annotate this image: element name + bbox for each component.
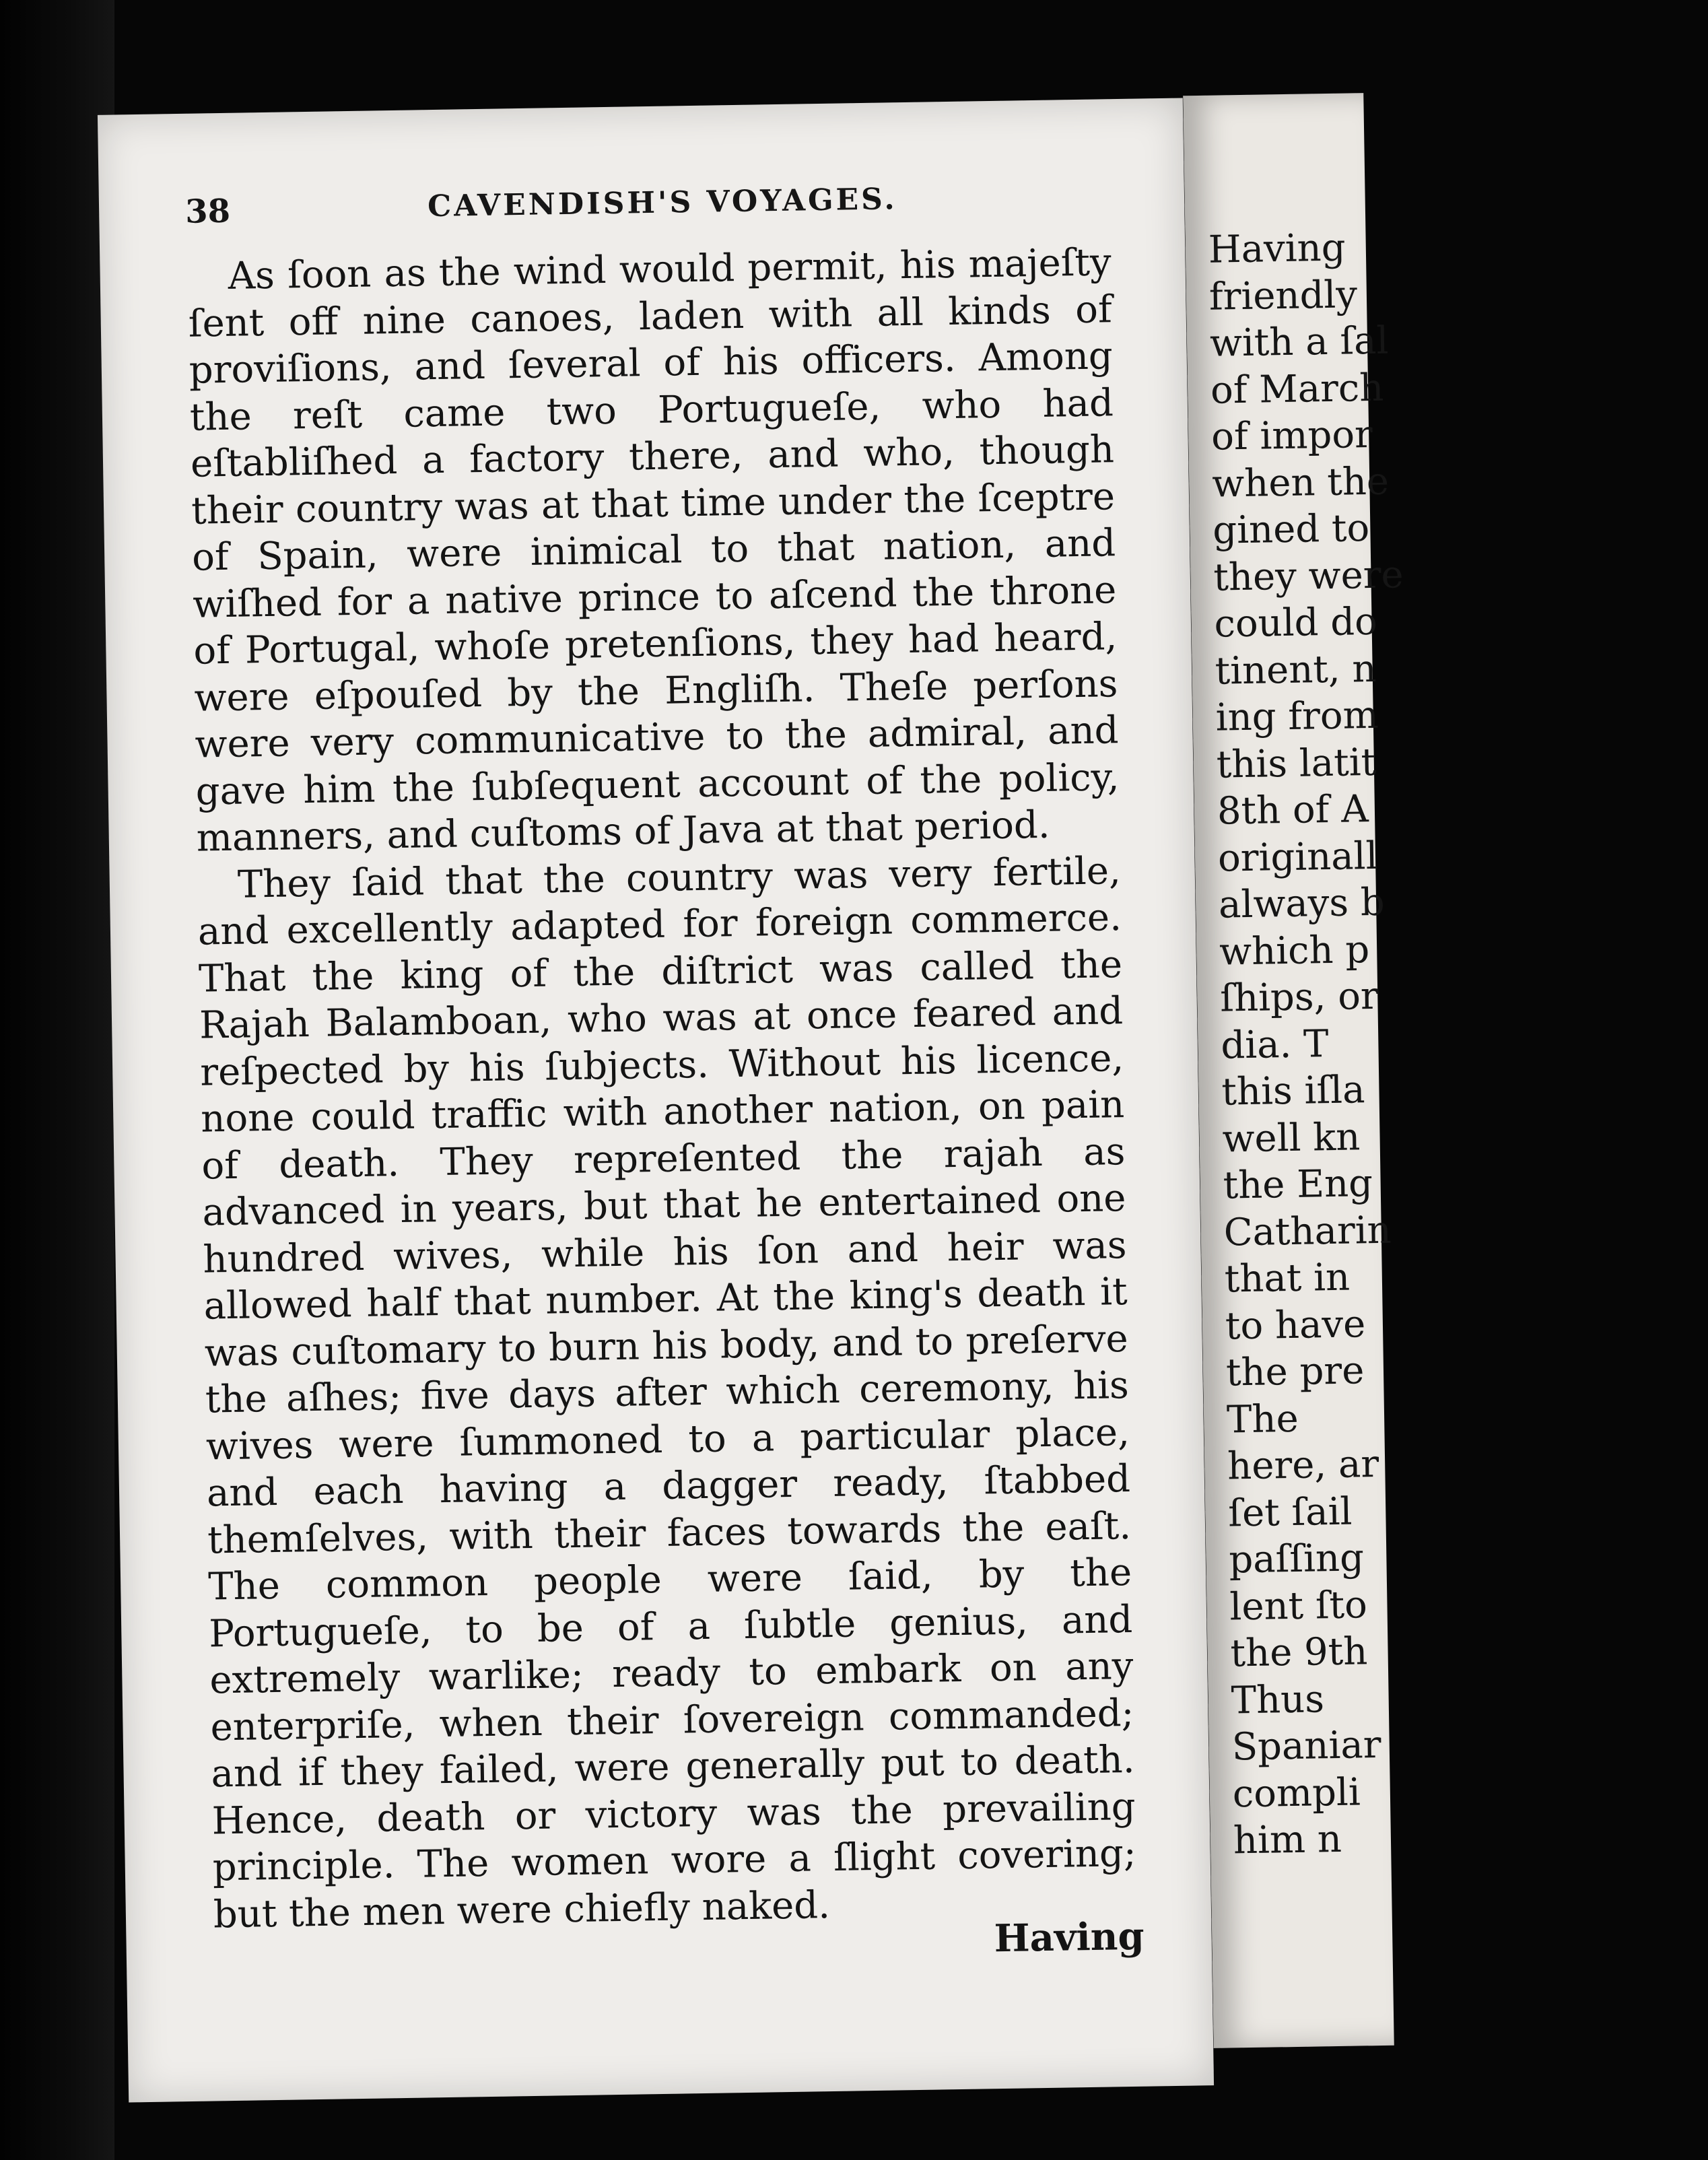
facing-page-line: this latit <box>1216 740 1377 787</box>
catchword: Having <box>994 1914 1145 1961</box>
facing-page-line: The <box>1226 1396 1299 1442</box>
facing-page-line: they were <box>1212 552 1404 600</box>
facing-page-line: of impor <box>1210 412 1373 459</box>
facing-page-line: this iſla <box>1221 1068 1365 1114</box>
facing-page-line: when the <box>1211 459 1390 506</box>
facing-page-line: the pre <box>1225 1349 1365 1395</box>
facing-page-line: him n <box>1233 1817 1342 1863</box>
facing-page-line: 8th of A <box>1217 787 1369 834</box>
facing-page-line: with a ſal <box>1209 318 1389 366</box>
facing-page-fragment <box>1183 93 1404 2048</box>
facing-page-line: friendly <box>1208 272 1358 319</box>
facing-page-line: Thus <box>1231 1677 1325 1722</box>
facing-page-line: gined to <box>1212 506 1370 553</box>
facing-page-line: ing from <box>1215 693 1379 740</box>
page-number: 38 <box>184 192 231 231</box>
facing-page-line: that in <box>1224 1255 1351 1302</box>
paragraph-2: They ſaid that the country was very fertile, and excellently adapted for foreign commerce. That the king of the diſtrict was called the Rajah Balamboan, who was at once feared and reſpected by his ſubjects. Without his licence, none could traffic with another nation, on pain of death. They repreſented the rajah as advanced in years, but that he entertained one hundred wives, while his ſon and heir was allowed half that number. At the king's death it was cuſtomary to burn his body, and to preſerve the aſhes; five days after which ceremony, his wives were ſummoned to a particular place, and each having a dagger ready, ſtabbed themſelves, with their faces towards the eaſt. The common people were ſaid, by the Portugueſe, to be of a ſubtle genius, and extremely warlike; ready to embark on any enterpriſe, when their ſovereign commanded; and if they failed, were generally put to death. Hence, death or victory was the prevailing principle. The women wore a ſlight covering; but the men were chiefly naked. <box>197 848 1137 1936</box>
facing-page-lines <box>1208 220 1705 1864</box>
facing-page-line: here, ar <box>1227 1442 1379 1489</box>
running-head: CAVENDISH'S VOYAGES. <box>427 182 898 224</box>
facing-page-line: paſſing <box>1228 1536 1365 1582</box>
body-text <box>187 239 1137 1938</box>
facing-page-line: Spaniar <box>1231 1722 1381 1769</box>
facing-page-line: originall <box>1217 834 1378 881</box>
facing-page-line: lent ſto <box>1229 1582 1368 1629</box>
facing-page-line: to have <box>1225 1302 1366 1349</box>
facing-page-line: Having <box>1208 226 1346 272</box>
facing-page-line: always b <box>1218 880 1386 927</box>
facing-page-line: ſet ſail <box>1227 1489 1353 1535</box>
facing-page-line: compli <box>1232 1769 1361 1816</box>
facing-page-line: of March <box>1210 366 1384 413</box>
facing-page-line: dia. T <box>1220 1021 1329 1068</box>
facing-page-line: the Eng <box>1223 1161 1373 1208</box>
facing-page-line: well kn <box>1222 1114 1361 1161</box>
facing-page-line: Catharin <box>1223 1208 1392 1255</box>
facing-page-line: ſhips, or <box>1219 974 1379 1021</box>
paragraph-1: As ſoon as the wind would permit, his majeſty ſent off nine canoes, laden with all kinds of proviſions, and ſeveral of his officers. Among the reſt came two Portugueſe, who had eſtabliſhed a factory there, and who, though their country was at that time under the ſceptre of Spain, were inimical to that nation, and wiſhed for a native prince to aſcend the throne of Portugal, whoſe pretenſions, they had heard, were eſpouſed by the Engliſh. Theſe perſons were very communicative to the admiral, and gave him the ſubſequent account of the policy, manners, and cuſtoms of Java at that period. <box>188 240 1120 860</box>
book-page <box>98 98 1214 2103</box>
left-binding-shadow <box>0 0 114 2160</box>
facing-page-line: could do <box>1214 599 1378 646</box>
facing-page-line: the 9th <box>1230 1629 1368 1676</box>
facing-page-line: tinent, n <box>1215 646 1377 694</box>
facing-page-line: which p <box>1219 927 1370 974</box>
